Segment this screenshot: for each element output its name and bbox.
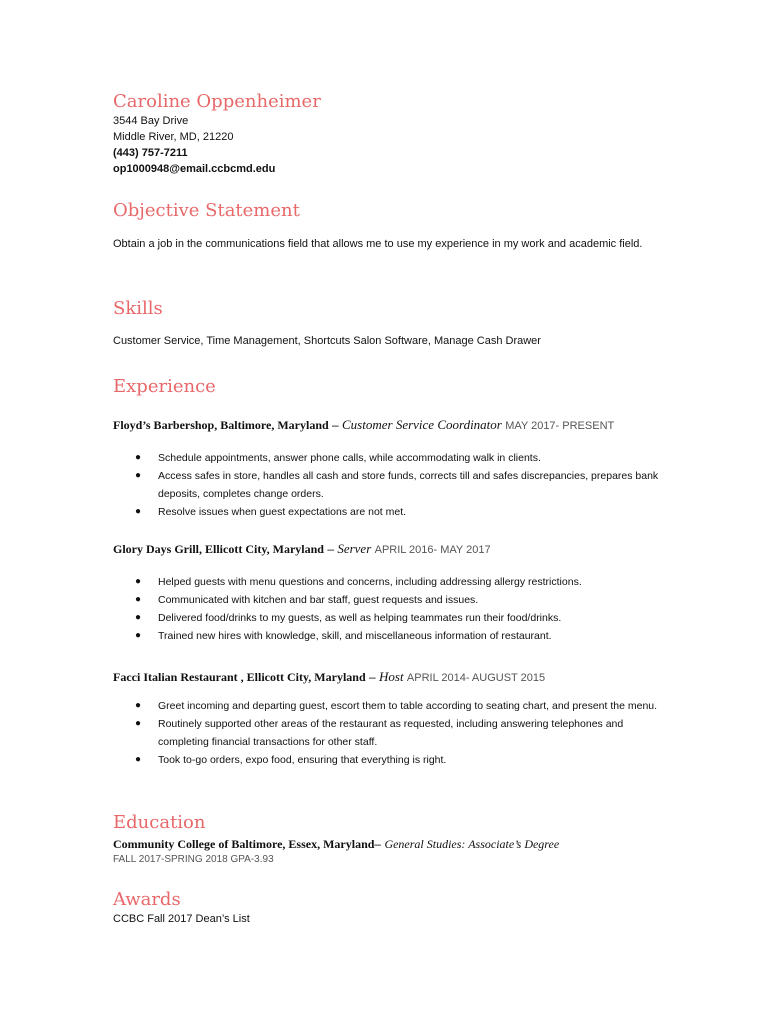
list-item: ● Schedule appointments, answer phone calls, while accommodating walk in clients. [113,449,673,467]
job-bullets [113,449,673,521]
list-item: ● Trained new hires with knowledge, skill, and miscellaneous information of restaurant. [113,627,673,645]
list-item: ● Delivered food/drinks to my guests, as well as helping teammates run their food/drinks. [113,609,673,627]
job-separator: – [365,670,379,684]
list-item: ● Took to-go orders, expo food, ensuring that everything is right. [113,751,673,769]
skills-title: Skills [113,298,163,319]
job-company: Glory Days Grill, Ellicott City, Maryland [113,542,324,556]
job-dates: MAY 2017- PRESENT [505,420,615,432]
job-separator: – [328,418,343,432]
experience-title: Experience [113,376,216,397]
list-item: ● Communicated with kitchen and bar staff, guest requests and issues. [113,591,673,609]
job-separator: – [323,542,338,556]
bullet-icon: ● [135,470,142,481]
education-header [113,835,559,853]
awards-text: CCBC Fall 2017 Dean’s List [113,913,250,925]
address-line-1: 3544 Bay Drive [113,115,189,127]
bullet-icon: ● [135,612,142,623]
job-company: Facci Italian Restaurant , Ellicott City, Maryland [113,670,366,684]
job-header [113,668,545,687]
list-item: ● Greet incoming and departing guest, escort them to table according to seating chart, and present the menu. [113,697,673,715]
job-header [113,416,614,435]
objective-text: Obtain a job in the communications field that allows me to use my experience in my work and academic field. [113,238,643,250]
address-line-2: Middle River, MD, 21220 [113,131,234,143]
bullet-icon: ● [135,506,142,517]
job-header [113,540,491,559]
awards-title: Awards [113,889,181,910]
education-dates: FALL 2017-SPRING 2018 GPA-3.93 [113,854,274,865]
education-degree: General Studies: Associate’s Degree [384,837,560,851]
objective-title: Objective Statement [113,200,300,221]
skills-text: Customer Service, Time Management, Shortcuts Salon Software, Manage Cash Drawer [113,335,541,347]
resume-name: Caroline Oppenheimer [113,91,321,112]
job-role: Customer Service Coordinator [342,417,502,432]
job-bullets [113,573,673,645]
bullet-icon: ● [135,594,142,605]
list-item: ● Resolve issues when guest expectations are not met. [113,503,673,521]
education-separator: – [374,837,385,851]
job-bullets [113,697,673,769]
job-role: Host [379,669,404,684]
bullet-icon: ● [135,718,142,729]
list-item: ● Helped guests with menu questions and concerns, including addressing allergy restrictions. [113,573,673,591]
bullet-icon: ● [135,576,142,587]
job-company: Floyd’s Barbershop, Baltimore, Maryland [113,418,329,432]
bullet-icon: ● [135,754,142,765]
job-role: Server [337,541,372,556]
bullet-icon: ● [135,700,142,711]
education-title: Education [113,812,206,833]
bullet-icon: ● [135,630,142,641]
job-dates: APRIL 2016- MAY 2017 [374,544,491,556]
phone-number: (443) 757-7211 [113,147,188,159]
email-address: op1000948@email.ccbcmd.edu [113,163,276,175]
job-dates: APRIL 2014- AUGUST 2015 [406,672,546,684]
education-school: Community College of Baltimore, Essex, Maryland [113,837,375,851]
list-item: ● Routinely supported other areas of the restaurant as requested, including answering telephones and completing financial transactions for other staff. [113,715,673,751]
bullet-icon: ● [135,452,142,463]
list-item: ● Access safes in store, handles all cash and store funds, corrects till and safes discrepancies, prepares bank deposits, completes change orders. [113,467,673,503]
